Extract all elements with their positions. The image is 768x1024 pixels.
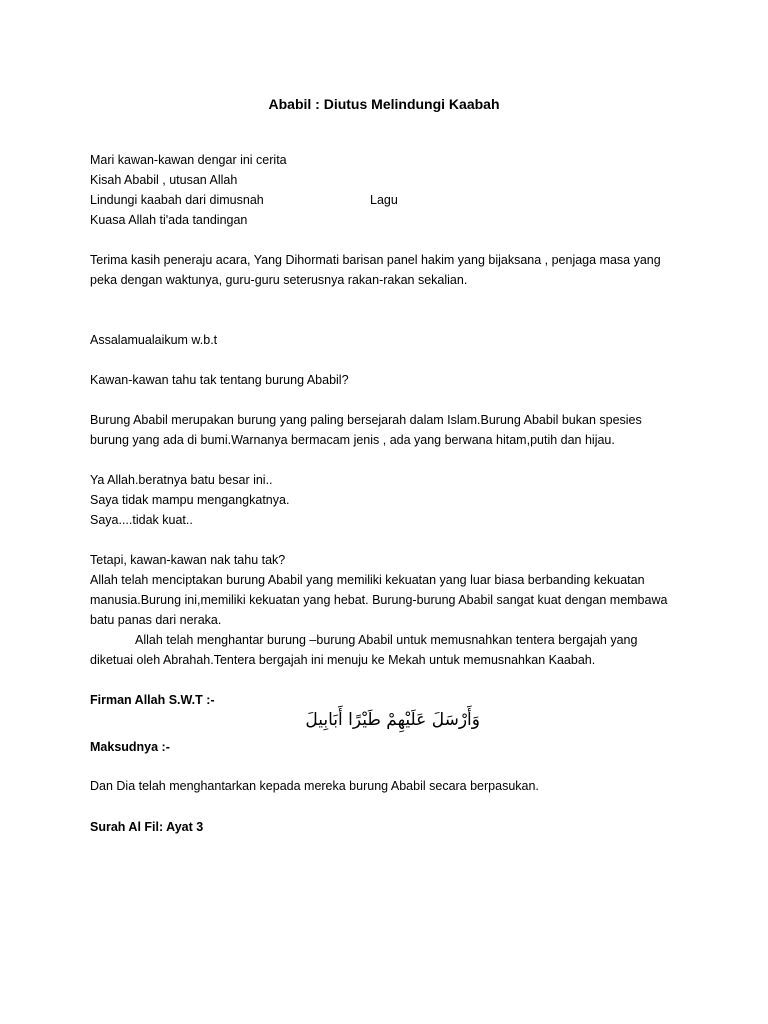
arabic-verse: وَأَرْسَلَ عَلَيْهِمْ طَيْرًا أَبَابِيلَ (305, 710, 480, 730)
poem-line: Kisah Ababil , utusan Allah (90, 173, 238, 187)
dialog-block (90, 470, 690, 530)
story-block (90, 550, 690, 670)
story-indented-line: Allah telah menghantar burung –burung Ababil untuk memusnahkan tentera bergajah yang (135, 633, 638, 647)
surah-reference-text: Surah Al Fil: Ayat 3 (90, 820, 204, 834)
salam-text (90, 330, 690, 350)
translation-line: Dan Dia telah menghantarkan kepada mereka burung Ababil secara berpasukan. (90, 779, 539, 793)
lagu-label: Lagu (370, 193, 398, 207)
story-line: Tetapi, kawan-kawan nak tahu tak? (90, 553, 286, 567)
poem-line: Lindungi kaabah dari dimusnah (90, 193, 264, 207)
story-line: batu panas dari neraka. (90, 613, 222, 627)
surah-reference (90, 817, 690, 837)
description-paragraph (90, 410, 690, 450)
paragraph-line: burung yang ada di bumi.Warnanya bermacam jenis , ada yang berwana hitam,putih dan hijau. (90, 433, 615, 447)
question-text (90, 370, 690, 390)
story-line: manusia.Burung ini,memiliki kekuatan yang hebat. Burung-burung Ababil sangat kuat dengan membawa (90, 593, 668, 607)
story-line: diketuai oleh Abrahah.Tentera bergajah ini menuju ke Mekah untuk memusnahkan Kaabah. (90, 653, 596, 667)
maksud-label-text: Maksudnya :- (90, 740, 170, 754)
poem-line: Mari kawan-kawan dengar ini cerita (90, 153, 287, 167)
salam-line: Assalamualaikum w.b.t (90, 333, 218, 347)
question-line: Kawan-kawan tahu tak tentang burung Ababil? (90, 373, 349, 387)
page-title: Ababil : Diutus Melindungi Kaabah (268, 96, 500, 112)
paragraph-line: Terima kasih peneraju acara, Yang Dihormati barisan panel hakim yang bijaksana , penjaga masa yang (90, 253, 661, 267)
poem-line: Kuasa Allah ti'ada tandingan (90, 213, 248, 227)
poem-line-row (90, 190, 690, 210)
story-line: Allah telah menciptakan burung Ababil yang memiliki kekuatan yang luar biasa berbanding kekuatan (90, 573, 645, 587)
paragraph-line: peka dengan waktunya, guru-guru seterusnya rakan-rakan sekalian. (90, 273, 468, 287)
firman-label-text: Firman Allah S.W.T :- (90, 693, 215, 707)
translation-text (90, 776, 690, 796)
paragraph-line: Burung Ababil merupakan burung yang paling bersejarah dalam Islam.Burung Ababil bukan spesies (90, 413, 642, 427)
dialog-line: Ya Allah.beratnya batu besar ini.. (90, 473, 273, 487)
dialog-line: Saya....tidak kuat.. (90, 513, 193, 527)
greeting-paragraph (90, 250, 690, 290)
poem-block (90, 150, 690, 230)
dialog-line: Saya tidak mampu mengangkatnya. (90, 493, 290, 507)
maksud-label (90, 737, 690, 757)
